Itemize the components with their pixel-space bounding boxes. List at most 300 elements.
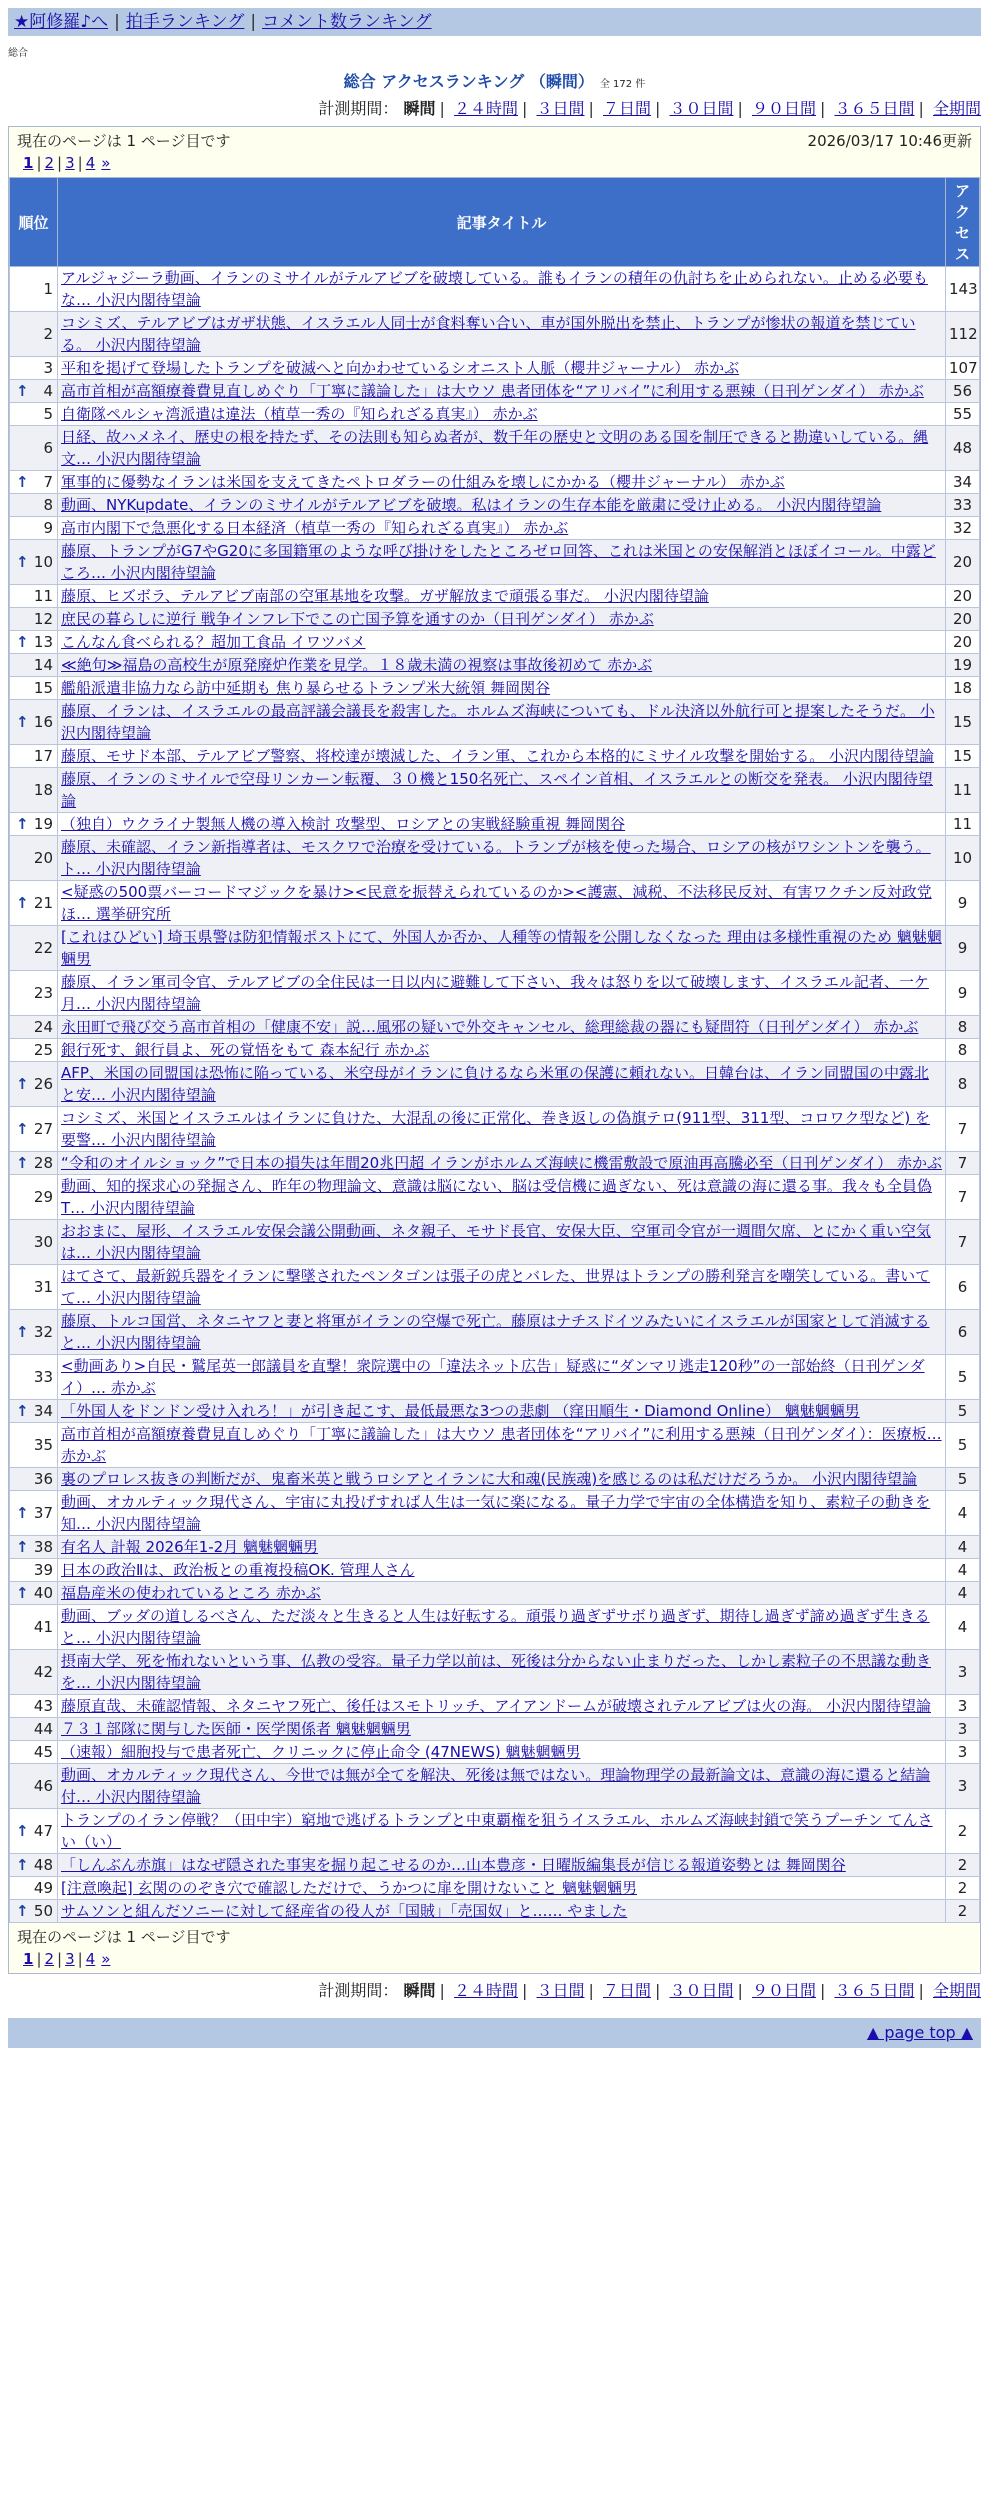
access-count: 4	[946, 1559, 980, 1582]
article-title-link[interactable]: 庶民の暮らしに逆行 戦争インフレ下でこの亡国予算を通すのか（日刊ゲンダイ） 赤かぶ	[61, 610, 654, 628]
title-cell	[58, 1468, 946, 1491]
rank-number: 38	[33, 1538, 53, 1556]
rank-cell	[10, 1650, 58, 1695]
article-title-link[interactable]: 藤原、ヒズボラ、テルアビブ南部の空軍基地を攻撃。ガザ解放まで頑張る事だ。 小沢内閣待望論	[61, 587, 709, 605]
rank-up-arrow-icon: ↑	[16, 633, 29, 651]
access-count: 2	[946, 1854, 980, 1877]
table-row	[10, 380, 980, 403]
rank-number: 5	[43, 405, 53, 423]
access-count: 20	[946, 631, 980, 654]
rank-cell	[10, 745, 58, 768]
access-count: 19	[946, 654, 980, 677]
article-title-link[interactable]: 有名人 計報 2026年1-2月 魑魅魍魎男	[61, 1538, 318, 1556]
table-row	[10, 312, 980, 357]
article-title-link[interactable]: 藤原直哉、未確認情報、ネタニヤフ死亡、後任はスモトリッチ、アイアンドームが破壊されテルアビブは火の海。 小沢内閣待望論	[61, 1697, 931, 1715]
access-count: 10	[946, 836, 980, 881]
article-title-link[interactable]: 藤原、イランのミサイルで空母リンカーン転覆、３０機と150名死亡、スペイン首相、イスラエルとの断交を発表。 小沢内閣待望論	[61, 770, 933, 810]
rank-cell	[10, 426, 58, 471]
period-label-bottom: 計測期間：	[318, 1981, 399, 2000]
period-365d[interactable]: ３６５日間	[834, 99, 915, 118]
rank-cell	[10, 1900, 58, 1923]
category-label: 総合	[8, 48, 28, 59]
article-title-link[interactable]: 藤原、モサド本部、テルアビブ警察、将校達が壊滅した、イラン軍、これから本格的にミサイル攻撃を開始する。 小沢内閣待望論	[61, 747, 934, 765]
rank-cell	[10, 471, 58, 494]
current-page-text-bottom: 現在のページは 1 ページ目です	[17, 1928, 231, 1946]
table-row	[10, 426, 980, 471]
rank-cell	[10, 1491, 58, 1536]
article-title-link[interactable]: 藤原、トルコ国営、ネタニヤフと妻と将軍がイランの空爆で死亡。藤原はナチスドイツみたいにイスラエルが国家として消滅すると… 小沢内閣待望論	[61, 1312, 930, 1352]
table-row	[10, 1423, 980, 1468]
access-count: 112	[946, 312, 980, 357]
period-90d[interactable]: ９０日間	[751, 99, 816, 118]
rank-up-arrow-icon: ↑	[16, 1822, 29, 1840]
title-cell	[58, 836, 946, 881]
rank-number: 22	[33, 939, 53, 957]
period-selector-top: 計測期間： 瞬間 | ２４時間 | ３日間 | ７日間 | ３０日間 | ９０日間 | ３６５日間 | 全期間	[318, 99, 981, 118]
rank-number: 27	[33, 1120, 53, 1138]
article-title-link[interactable]: 高市内閣下で急悪化する日本経済（植草一秀の『知られざる真実』） 赤かぶ	[61, 519, 569, 537]
title-cell	[58, 357, 946, 380]
period-90d-bottom[interactable]: ９０日間	[751, 1981, 816, 2000]
article-title-link[interactable]: 福島産米の使われているところ 赤かぶ	[61, 1584, 321, 1602]
article-title-link[interactable]: 動画、オカルティック現代さん、宇宙に丸投げすれば人生は一気に楽になる。量子力学で宇宙の全体構造を知り、素粒子の動きを知… 小沢内閣待望論	[61, 1493, 931, 1533]
table-row	[10, 677, 980, 700]
title-cell	[58, 1854, 946, 1877]
rank-up-arrow-icon: ↑	[16, 1538, 29, 1556]
table-row	[10, 700, 980, 745]
rank-cell	[10, 357, 58, 380]
title-cell	[58, 1400, 946, 1423]
table-row	[10, 768, 980, 813]
home-link[interactable]: ★阿修羅♪へ	[14, 12, 109, 32]
article-title-link[interactable]: 日経、故ハメネイ、歴史の根を持たず、その法則も知らぬ者が、数千年の歴史と文明のある国を制圧できると勘違いしている。縄文… 小沢内閣待望論	[61, 428, 929, 468]
rank-up-arrow-icon: ↑	[16, 1584, 29, 1602]
rank-header: 順位	[10, 178, 58, 267]
title-cell	[58, 1016, 946, 1039]
rank-cell	[10, 1400, 58, 1423]
article-title-link[interactable]: [これはひどい] 埼玉県警は防犯情報ポストにて、外国人か否か、人種等の情報を公開しなくなった 理由は多様性重視のため 魑魅魍魎男	[61, 928, 942, 968]
title-cell	[58, 813, 946, 836]
title-cell	[58, 1741, 946, 1764]
rank-cell	[10, 1605, 58, 1650]
title-cell	[58, 1718, 946, 1741]
title-cell	[58, 631, 946, 654]
article-title-link[interactable]: 銀行死す、銀行員よ、死の覚悟をもて 森本紀行 赤かぶ	[61, 1041, 430, 1059]
title-cell	[58, 267, 946, 312]
rank-number: 33	[33, 1368, 53, 1386]
table-row	[10, 836, 980, 881]
rank-cell	[10, 1039, 58, 1062]
rank-number: 37	[33, 1504, 53, 1522]
access-count: 15	[946, 745, 980, 768]
access-count: 32	[946, 517, 980, 540]
article-title-link[interactable]: 動画、オカルティック現代さん、今世では無が全てを解決、死後は無ではない。理論物理学の最新論文は、意識の海に還ると結論付… 小沢内閣待望論	[61, 1766, 931, 1806]
article-title-link[interactable]: 「しんぶん赤旗」はなぜ隠された事実を掘り起こせるのか…山本豊彦・日曜版編集長が信じる報道姿勢とは 舞岡関谷	[61, 1856, 846, 1874]
title-cell	[58, 1559, 946, 1582]
current-page-text: 現在のページは 1 ページ目です	[17, 132, 231, 150]
rank-cell	[10, 1265, 58, 1310]
article-title-link[interactable]: 動画、知的探求心の発掘さん、昨年の物理論文、意識は脳にない、脳は受信機に過ぎない、死は意識の海に還る事。我々も全員偽 T… 小沢内閣待望論	[61, 1177, 932, 1217]
title-cell	[58, 1423, 946, 1468]
table-row	[10, 1809, 980, 1854]
access-count: 9	[946, 881, 980, 926]
access-count: 20	[946, 585, 980, 608]
article-title-link[interactable]: コシミズ、テルアビブはガザ状態、イスラエル人同士が食料奪い合い、車が国外脱出を禁止、トランプが惨状の報道を禁じている。 小沢内閣待望論	[61, 314, 916, 354]
article-title-link[interactable]: 藤原、イラン軍司令官、テルアビブの全住民は一日以内に避難して下さい、我々は怒りを以て破壊します、イスラエル記者、一ケ月… 小沢内閣待望論	[61, 973, 929, 1013]
rank-number: 6	[43, 439, 53, 457]
title-cell	[58, 1536, 946, 1559]
next-page-link-bottom[interactable]: »	[101, 1950, 111, 1968]
table-row	[10, 1650, 980, 1695]
title-cell	[58, 312, 946, 357]
table-row	[10, 267, 980, 312]
rank-number: 13	[33, 633, 53, 651]
rank-cell	[10, 881, 58, 926]
rank-number: 46	[33, 1777, 53, 1795]
access-count: 55	[946, 403, 980, 426]
rank-up-arrow-icon: ↑	[16, 1856, 29, 1874]
rank-cell	[10, 1718, 58, 1741]
status-bar-top	[9, 127, 980, 151]
article-title-link[interactable]: サムソンと組んだソニーに対して経産省の役人が「国賊」「売国奴」と…… やました	[61, 1902, 628, 1920]
article-title-link[interactable]: アルジャジーラ動画、イランのミサイルがテルアビブを破壊している。誰もイランの積年の仇討ちを止められない。止める必要もな… 小沢内閣待望論	[61, 269, 928, 309]
table-row	[10, 1355, 980, 1400]
title-cell	[58, 1039, 946, 1062]
access-count: 7	[946, 1220, 980, 1265]
page-3-link[interactable]: 3	[65, 154, 75, 172]
table-row	[10, 1468, 980, 1491]
rank-up-arrow-icon: ↑	[16, 1154, 29, 1172]
article-title-link[interactable]: 日本の政治Ⅱは、政治板との重複投稿OK. 管理人さん	[61, 1561, 415, 1579]
period-all[interactable]: 全期間	[932, 99, 981, 118]
article-title-link[interactable]: <疑惑の500票バーコードマジックを暴け><民意を振替えられているのか><護憲、減税、不法移民反対、有害ワクチン反対政党ほ… 選挙研究所	[61, 883, 932, 923]
page-title: 総合 アクセスランキング （瞬間）	[343, 72, 594, 91]
rank-up-arrow-icon: ↑	[16, 713, 29, 731]
table-row	[10, 494, 980, 517]
rank-cell	[10, 1854, 58, 1877]
article-title-link[interactable]: （速報）細胞投与で患者死亡、クリニックに停止命令 (47NEWS) 魑魅魍魎男	[61, 1743, 581, 1761]
ranking-box	[8, 126, 981, 1974]
rank-cell	[10, 654, 58, 677]
rank-up-arrow-icon: ↑	[16, 553, 29, 571]
title-cell	[58, 1650, 946, 1695]
article-title-link[interactable]: AFP、米国の同盟国は恐怖に陥っている、米空母がイランに負けるなら米軍の保護に頼れない。日韓台は、イラン同盟国の中露北と安… 小沢内閣待望論	[61, 1064, 929, 1104]
page-4-link[interactable]: 4	[85, 154, 96, 172]
period-instant-bottom: 瞬間	[403, 1981, 436, 2000]
title-cell	[58, 403, 946, 426]
period-30d-bottom[interactable]: ３０日間	[669, 1981, 734, 2000]
article-title-link[interactable]: コシミズ、米国とイスラエルはイランに負けた、大混乱の後に正常化、巻き返しの偽旗テロ(911型、311型、コロワク型など) を要警… 小沢内閣待望論	[61, 1109, 931, 1149]
period-instant: 瞬間	[403, 99, 436, 118]
access-count: 8	[946, 1016, 980, 1039]
title-cell	[58, 1764, 946, 1809]
rank-number: 11	[33, 587, 53, 605]
ranking-heading	[8, 69, 981, 92]
rank-number: 1	[43, 280, 53, 298]
table-row	[10, 1900, 980, 1923]
nav-separator: |	[114, 12, 120, 32]
page-3-link-bottom[interactable]: 3	[65, 1950, 75, 1968]
rank-cell	[10, 1355, 58, 1400]
rank-number: 26	[33, 1075, 53, 1093]
rank-cell	[10, 836, 58, 881]
rank-number: 43	[33, 1697, 53, 1715]
next-page-link[interactable]: »	[101, 154, 111, 172]
access-count: 2	[946, 1877, 980, 1900]
table-row	[10, 585, 980, 608]
rank-up-arrow-icon: ↑	[16, 894, 29, 912]
rank-number: 39	[33, 1561, 53, 1579]
rank-cell	[10, 631, 58, 654]
page-2-link-bottom[interactable]: 2	[44, 1950, 55, 1968]
page-1-link[interactable]: 1	[23, 154, 34, 172]
access-count: 33	[946, 494, 980, 517]
article-title-link[interactable]: ≪絶句≫福島の高校生が原発廃炉作業を見学。１８歳未満の視察は事故後初めて 赤かぶ	[61, 656, 653, 674]
rank-up-arrow-icon: ↑	[16, 473, 29, 491]
article-title-link[interactable]: トランプのイラン停戦？（田中宇）窮地で逃げるトランプと中東覇権を狙うイスラエル、ホルムズ海峡封鎖で笑うプーチン てんさい（い）	[61, 1811, 933, 1851]
rank-number: 25	[33, 1041, 53, 1059]
rank-up-arrow-icon: ↑	[16, 1120, 29, 1138]
rank-up-arrow-icon: ↑	[16, 1323, 29, 1341]
access-count: 5	[946, 1400, 980, 1423]
rank-number: 28	[33, 1154, 53, 1172]
footer-bar	[8, 2018, 981, 2048]
rank-number: 36	[33, 1470, 53, 1488]
table-row	[10, 926, 980, 971]
rank-cell	[10, 1582, 58, 1605]
rank-number: 29	[33, 1188, 53, 1206]
period-24h-bottom[interactable]: ２４時間	[453, 1981, 518, 2000]
table-row	[10, 971, 980, 1016]
article-title-link[interactable]: 高市首相が高額療養費見直しめぐり「丁寧に議論した」は大ウソ 患者団体を“アリバイ”に利用する悪辣（日刊ゲンダイ） 赤かぶ	[61, 382, 924, 400]
rank-cell	[10, 1062, 58, 1107]
title-cell	[58, 768, 946, 813]
rank-cell	[10, 926, 58, 971]
access-count: 3	[946, 1650, 980, 1695]
rank-number: 12	[33, 610, 53, 628]
table-row	[10, 1536, 980, 1559]
title-cell	[58, 1310, 946, 1355]
rank-cell	[10, 1310, 58, 1355]
rank-cell	[10, 608, 58, 631]
period-24h[interactable]: ２４時間	[453, 99, 518, 118]
article-title-link[interactable]: 藤原、イランは、イスラエルの最高評議会議長を殺害した。ホルムズ海峡についても、ドル決済以外航行可と提案したそうだ。 小沢内閣待望論	[61, 702, 935, 742]
article-title-link[interactable]: 藤原、未確認、イラン新指導者は、モスクワで治療を受けている。トランプが核を使った場合、ロシアの核がワシントンを襲う。ト… 小沢内閣待望論	[61, 838, 931, 878]
article-title-link[interactable]: 動画、ブッダの道しるべさん、ただ淡々と生きると人生は好転する。頑張り過ぎずサボり過ぎず、期待し過ぎず諦め過ぎず生きると… 小沢内閣待望論	[61, 1607, 930, 1647]
table-row	[10, 1175, 980, 1220]
period-3d[interactable]: ３日間	[536, 99, 585, 118]
rank-number: 31	[33, 1278, 53, 1296]
title-cell	[58, 1877, 946, 1900]
table-row	[10, 1741, 980, 1764]
table-row	[10, 881, 980, 926]
table-row	[10, 1877, 980, 1900]
rank-number: 19	[33, 815, 53, 833]
comment-ranking-link[interactable]: コメント数ランキング	[262, 12, 432, 32]
rank-cell	[10, 1016, 58, 1039]
article-title-link[interactable]: 平和を掲げて登場したトランプを破滅へと向かわせているシオニスト人脈（櫻井ジャーナル） 赤かぶ	[61, 359, 740, 377]
article-title-link[interactable]: 裏のプロレス抜きの判断だが、鬼畜米英と戦うロシアとイランに大和魂(民族魂)を感じるのは私だけだろうか。 小沢内閣待望論	[61, 1470, 918, 1488]
table-row	[10, 471, 980, 494]
table-row	[10, 1152, 980, 1175]
rank-cell	[10, 1809, 58, 1854]
title-cell	[58, 1062, 946, 1107]
rank-number: 8	[43, 496, 53, 514]
rank-cell	[10, 1559, 58, 1582]
period-30d[interactable]: ３０日間	[669, 99, 734, 118]
rank-number: 17	[33, 747, 53, 765]
rank-cell	[10, 1423, 58, 1468]
table-row	[10, 540, 980, 585]
title-cell	[58, 1491, 946, 1536]
rank-cell	[10, 1220, 58, 1265]
rank-number: 48	[33, 1856, 53, 1874]
access-count: 48	[946, 426, 980, 471]
title-cell	[58, 926, 946, 971]
article-title-link[interactable]: 摂南大学、死を怖れないという事、仏教の受容。量子力学以前は、死後は分からない止まりだった、しかし素粒子の不思議な動きを… 小沢内閣待望論	[61, 1652, 932, 1692]
table-row	[10, 1559, 980, 1582]
rank-number: 35	[33, 1436, 53, 1454]
table-row	[10, 745, 980, 768]
rank-number: 47	[33, 1822, 53, 1840]
rank-number: 9	[43, 519, 53, 537]
article-title-link[interactable]: 動画、NYKupdate、イランのミサイルがテルアビブを破壊。私はイランの生存本能を厳粛に受け止める。 小沢内閣待望論	[61, 496, 882, 514]
table-row	[10, 813, 980, 836]
table-row	[10, 1605, 980, 1650]
rank-number: 14	[33, 656, 53, 674]
page-4-link-bottom[interactable]: 4	[85, 1950, 96, 1968]
title-cell	[58, 1900, 946, 1923]
access-count: 7	[946, 1152, 980, 1175]
article-title-link[interactable]: [注意喚起] 玄関ののぞき穴で確認しただけで、うかつに扉を開けないこと 魑魅魍魎男	[61, 1879, 637, 1897]
rank-up-arrow-icon: ↑	[16, 1504, 29, 1522]
rank-cell	[10, 1877, 58, 1900]
rank-cell	[10, 267, 58, 312]
article-title-link[interactable]: <動画あり>自民・鷲尾英一郎議員を直撃！衆院選中の「違法ネット広告」疑惑に“ダンマリ逃走120秒”の一部始終（日刊ゲンダイ）… 赤かぶ	[61, 1357, 925, 1397]
title-cell	[58, 1355, 946, 1400]
table-row	[10, 1062, 980, 1107]
table-row	[10, 1582, 980, 1605]
table-row	[10, 1764, 980, 1809]
total-count: 全 172 件	[599, 79, 646, 90]
rank-cell	[10, 1468, 58, 1491]
title-cell	[58, 745, 946, 768]
period-7d-bottom[interactable]: ７日間	[602, 1981, 651, 2000]
title-cell	[58, 540, 946, 585]
period-3d-bottom[interactable]: ３日間	[536, 1981, 585, 2000]
rank-cell	[10, 971, 58, 1016]
rank-number: 3	[43, 359, 53, 377]
access-header: アクセス	[946, 178, 980, 267]
access-count: 5	[946, 1423, 980, 1468]
article-title-link[interactable]: 藤原、トランプがG7やG20に多国籍軍のような呼び掛けをしたところゼロ回答、これは米国との安保解消とほぼイコール。中露どころ… 小沢内閣待望論	[61, 542, 936, 582]
period-7d[interactable]: ７日間	[602, 99, 651, 118]
title-cell	[58, 1809, 946, 1854]
article-title-link[interactable]: はてさて、最新鋭兵器をイランに撃墜されたペンタゴンは張子の虎とバレた、世界はトランプの勝利発言を嘲笑している。書いてて… 小沢内閣待望論	[61, 1267, 931, 1307]
title-cell	[58, 1695, 946, 1718]
rank-cell	[10, 700, 58, 745]
article-title-link[interactable]: 自衛隊ペルシャ湾派遣は違法（植草一秀の『知られざる真実』） 赤かぶ	[61, 405, 538, 423]
rank-cell	[10, 1741, 58, 1764]
table-row	[10, 1310, 980, 1355]
article-title-link[interactable]: 軍事的に優勢なイランは米国を支えてきたペトロダラーの仕組みを壊しにかかる（櫻井ジャーナル） 赤かぶ	[61, 473, 785, 491]
page-2-link[interactable]: 2	[44, 154, 55, 172]
rank-number: 34	[33, 1402, 53, 1420]
article-title-link[interactable]: （独自）ウクライナ製無人機の導入検討 攻撃型、ロシアとの実戦経験重視 舞岡関谷	[61, 815, 626, 833]
access-count: 20	[946, 540, 980, 585]
status-bar-bottom	[9, 1923, 980, 1947]
access-count: 9	[946, 926, 980, 971]
access-count: 4	[946, 1582, 980, 1605]
clap-ranking-link[interactable]: 拍手ランキング	[125, 12, 245, 32]
rank-cell	[10, 1764, 58, 1809]
title-cell	[58, 1582, 946, 1605]
title-cell	[58, 1107, 946, 1152]
rank-cell	[10, 403, 58, 426]
table-row	[10, 608, 980, 631]
rank-number: 15	[33, 679, 53, 697]
table-row	[10, 1400, 980, 1423]
rank-cell	[10, 517, 58, 540]
period-365d-bottom[interactable]: ３６５日間	[834, 1981, 915, 2000]
article-title-link[interactable]: こんなん食べられる？超加工食品 イワツバメ	[61, 633, 366, 651]
title-cell	[58, 677, 946, 700]
access-count: 4	[946, 1536, 980, 1559]
access-count: 18	[946, 677, 980, 700]
rank-number: 21	[33, 894, 53, 912]
page-1-link-bottom[interactable]: 1	[23, 1950, 34, 1968]
article-title-link[interactable]: おおまに、屋形、イスラエル安保会議公開動画、ネタ親子、モサド長官、安保大臣、空軍司令官が一週間欠席、とにかく重い空気は… 小沢内閣待望論	[61, 1222, 931, 1262]
access-count: 6	[946, 1265, 980, 1310]
access-count: 15	[946, 700, 980, 745]
article-title-link[interactable]: 高市首相が高額療養費見直しめぐり「丁寧に議論した」は大ウソ 患者団体を“アリバイ”に利用する悪辣（日刊ゲンダイ）：医療板… 赤かぶ	[61, 1425, 942, 1465]
table-row	[10, 1718, 980, 1741]
article-title-link[interactable]: 永田町で飛び交う高市首相の「健康不安」説…風邪の疑いで外交キャンセル、総理総裁の器にも疑問符（日刊ゲンダイ） 赤かぶ	[61, 1018, 919, 1036]
rank-number: 23	[33, 984, 53, 1002]
access-count: 11	[946, 813, 980, 836]
period-all-bottom[interactable]: 全期間	[932, 1981, 981, 2000]
article-title-link[interactable]: ７３１部隊に関与した医師・医学関係者 魑魅魍魎男	[61, 1720, 411, 1738]
access-count: 7	[946, 1175, 980, 1220]
rank-cell	[10, 1152, 58, 1175]
table-row	[10, 517, 980, 540]
access-count: 8	[946, 1062, 980, 1107]
article-title-link[interactable]: 「外国人をドンドン受け入れろ！」が引き起こす、最低最悪な3つの悲劇 （窪田順生・Diamond Online） 魑魅魍魎男	[61, 1402, 860, 1420]
rank-up-arrow-icon: ↑	[16, 815, 29, 833]
title-cell	[58, 1605, 946, 1650]
access-count: 8	[946, 1039, 980, 1062]
page-top-link[interactable]: ▲ page top ▲	[866, 2023, 973, 2042]
table-row	[10, 403, 980, 426]
title-cell	[58, 1265, 946, 1310]
table-row	[10, 1491, 980, 1536]
rank-up-arrow-icon: ↑	[16, 1902, 29, 1920]
article-title-link[interactable]: 艦船派遣非協力なら訪中延期も 焦り暴らせるトランプ米大統領 舞岡関谷	[61, 679, 551, 697]
access-count: 20	[946, 608, 980, 631]
table-row	[10, 1854, 980, 1877]
rank-cell	[10, 768, 58, 813]
article-title-link[interactable]: “令和のオイルショック”で日本の損失は年間20兆円超 イランがホルムズ海峡に機雷敷設で原油再高騰必至（日刊ゲンダイ） 赤かぶ	[61, 1154, 942, 1172]
rank-number: 20	[33, 849, 53, 867]
table-row	[10, 1695, 980, 1718]
table-row	[10, 1039, 980, 1062]
rank-cell	[10, 312, 58, 357]
title-cell	[58, 1220, 946, 1265]
rank-cell	[10, 813, 58, 836]
access-count: 2	[946, 1900, 980, 1923]
table-row	[10, 654, 980, 677]
rank-cell	[10, 1107, 58, 1152]
